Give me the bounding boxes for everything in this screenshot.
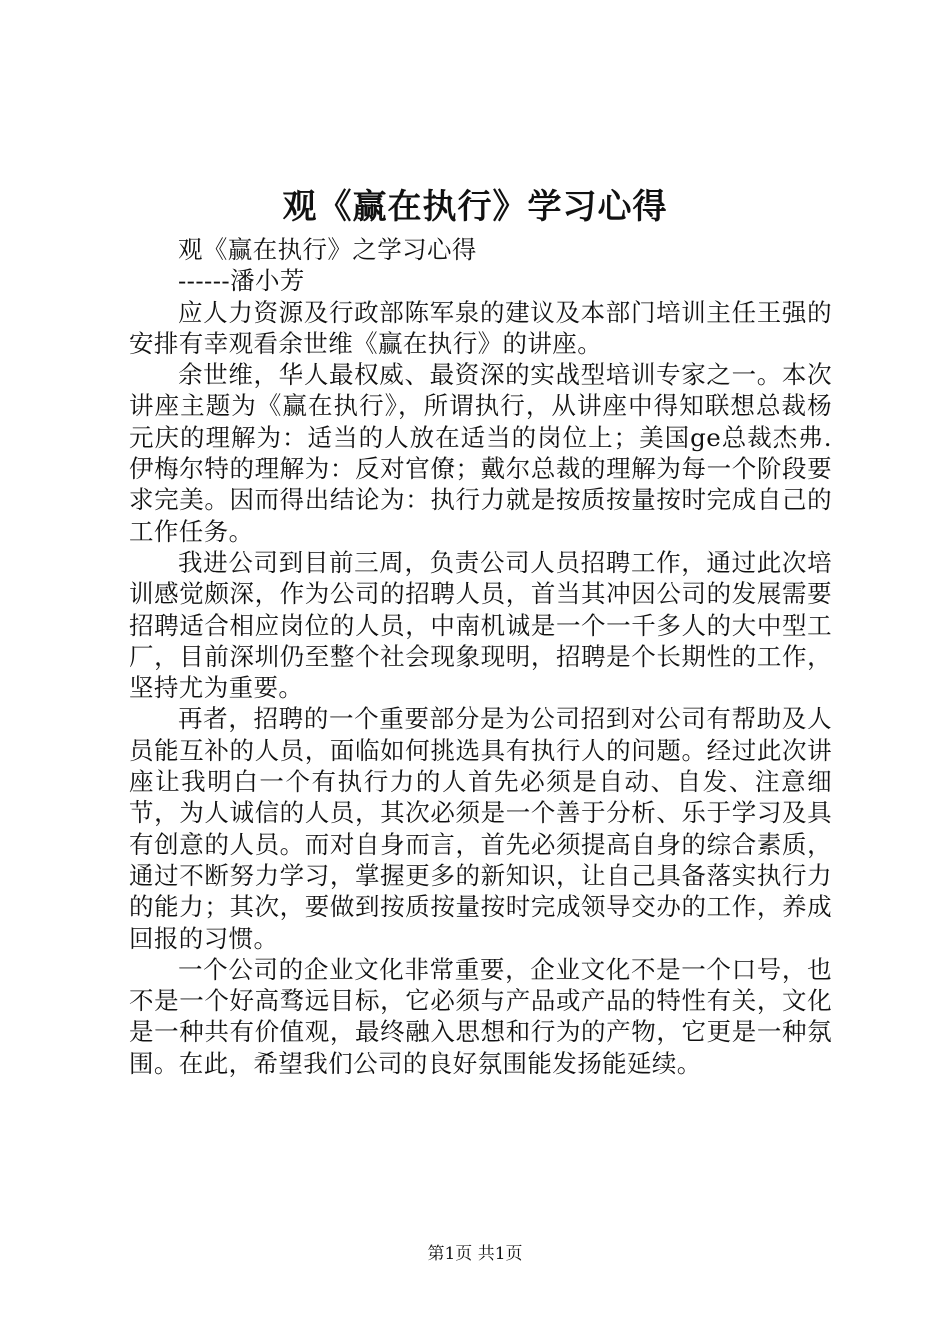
paragraph: 余世维，华人最权威、最资深的实战型培训专家之一。本次讲座主题为《赢在执行》，所谓执行，从讲座中得知联想总裁杨元庆的理解为：适当的人放在适当的岗位上；美国ge总裁杰弗.伊梅尔特的理解为：反对官僚；戴尔总裁的理解为每一个阶段要求完美。因而得出结论为：执行力就是按质按量按时完成自己的工作任务。 xyxy=(129,360,832,546)
page-footer: 第1页 共1页 xyxy=(427,1244,523,1264)
document-subtitle: 观《赢在执行》之学习心得 xyxy=(178,235,477,264)
document-body xyxy=(129,234,832,1079)
paragraph: 我进公司到目前三周，负责公司人员招聘工作，通过此次培训感觉颇深，作为公司的招聘人员，首当其冲因公司的发展需要招聘适合相应岗位的人员，中南机诚是一个一千多人的大中型工厂，目前深圳仍至整个社会现象现明，招聘是个长期性的工作，坚持尤为重要。 xyxy=(129,547,832,703)
author-line: ------潘小芳 xyxy=(178,266,305,296)
paragraph: 再者，招聘的一个重要部分是为公司招到对公司有帮助及人员能互补的人员，面临如何挑选具有执行人的问题。经过此次讲座让我明白一个有执行力的人首先必须是自动、自发、注意细节，为人诚信的人员，其次必须是一个善于分析、乐于学习及具有创意的人员。而对自身而言，首先必须提高自身的综合素质，通过不断努力学习，掌握更多的新知识，让自己具备落实执行力的能力；其次，要做到按质按量按时完成领导交办的工作，养成回报的习惯。 xyxy=(129,704,832,953)
paragraph: 一个公司的企业文化非常重要，企业文化不是一个口号，也不是一个好高骛远目标，它必须与产品或产品的特性有关，文化是一种共有价值观，最终融入思想和行为的产物，它更是一种氛围。在此，希望我们公司的良好氛围能发扬能延续。 xyxy=(129,954,832,1078)
document-title: 观《赢在执行》学习心得 xyxy=(282,187,668,227)
paragraph: 应人力资源及行政部陈军泉的建议及本部门培训主任王强的安排有幸观看余世维《赢在执行》的讲座。 xyxy=(129,297,832,358)
